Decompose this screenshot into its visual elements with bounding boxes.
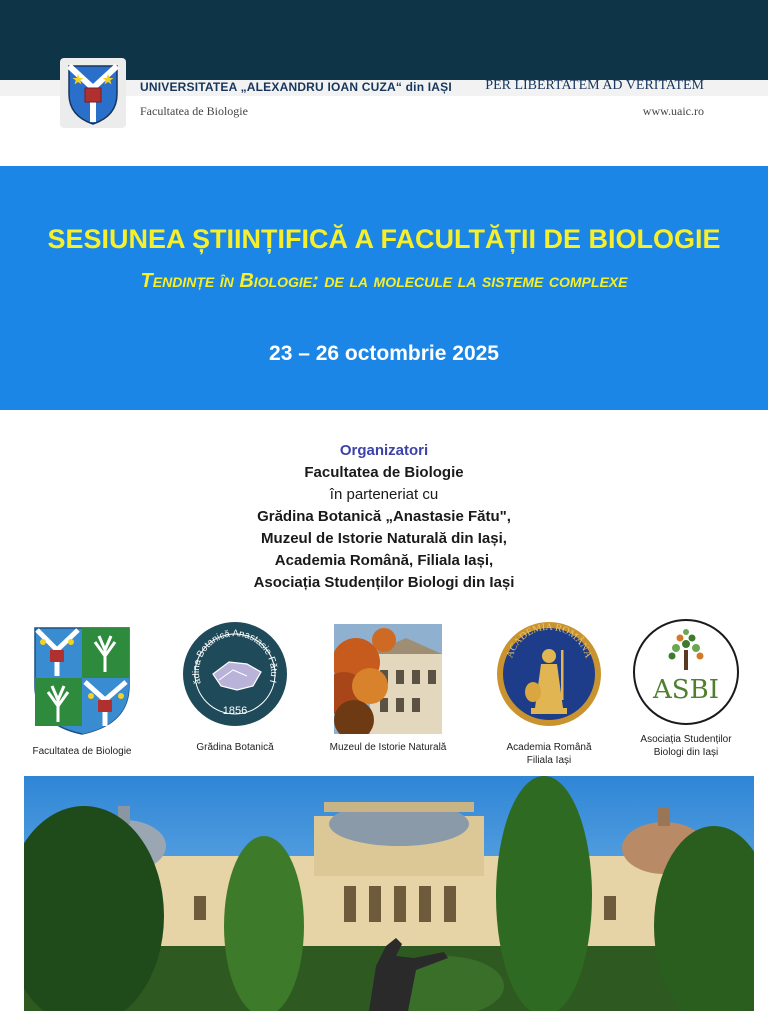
logo-facultatea-de-biologie (26, 626, 138, 758)
organizer-line: Facultatea de Biologie (304, 464, 464, 481)
logo-caption: Facultatea de Biologie (32, 746, 132, 757)
logo-academia-romana (490, 620, 608, 767)
university-crest-logo (60, 58, 126, 128)
faculty-name: Facultatea de Biologie (140, 104, 248, 118)
event-dates: 23 – 26 octombrie 2025 (269, 342, 499, 365)
logo-gradina-botanica (176, 620, 294, 754)
logo-caption: Asociația Studenților (640, 734, 732, 745)
organizers-block (0, 440, 768, 594)
website-link[interactable]: www.uaic.ro (642, 104, 704, 118)
organizer-line: Grădina Botanică „Anastasie Fătu", (257, 508, 511, 525)
organizer-line: Academia Română, Filiala Iași, (274, 552, 494, 569)
seal-text: ădina Botanică Anastasie Fătu I (190, 628, 280, 686)
organizer-line: Asociația Studenților Biologi din Iași (253, 574, 515, 591)
event-title: SESIUNEA ȘTIINȚIFICĂ A FACULTĂȚII DE BIOLOGIE (47, 224, 721, 254)
seal-text: ACADEMIA ROMÂNA (504, 621, 594, 660)
asbi-logo-text: ASBI (653, 675, 719, 705)
university-motto: PER LIBERTATEM AD VERITATEM (485, 78, 704, 93)
logo-caption: Grădina Botanică (196, 742, 274, 753)
university-building-photo (24, 776, 754, 1011)
logo-caption: Academia Română (506, 742, 592, 753)
university-name: UNIVERSITATEA „ALEXANDRU IOAN CUZA“ din IAȘI (140, 80, 452, 94)
logo-caption: Biologi din Iași (653, 747, 719, 758)
logo-muzeul-de-istorie-naturala (326, 624, 450, 754)
organizer-line: în parteneriat cu (329, 486, 439, 503)
logo-caption: Muzeul de Istorie Naturală (329, 742, 447, 753)
logo-caption: Filiala Iași (526, 755, 572, 766)
seal-year: 1856 (222, 705, 248, 717)
logo-asbi (626, 618, 746, 759)
academy-seal-icon (495, 620, 603, 728)
asbi-logo-icon (632, 618, 740, 728)
museum-building-photo (334, 624, 442, 734)
organizers-heading: Organizatori (339, 442, 429, 459)
organizer-line: Muzeul de Istorie Naturală din Iași, (261, 530, 507, 547)
faculty-shield-icon (33, 626, 131, 736)
event-subtitle: Tendințe în Biologie: de la molecule la sisteme complexe (140, 270, 628, 292)
botanical-garden-seal-icon (181, 620, 289, 728)
